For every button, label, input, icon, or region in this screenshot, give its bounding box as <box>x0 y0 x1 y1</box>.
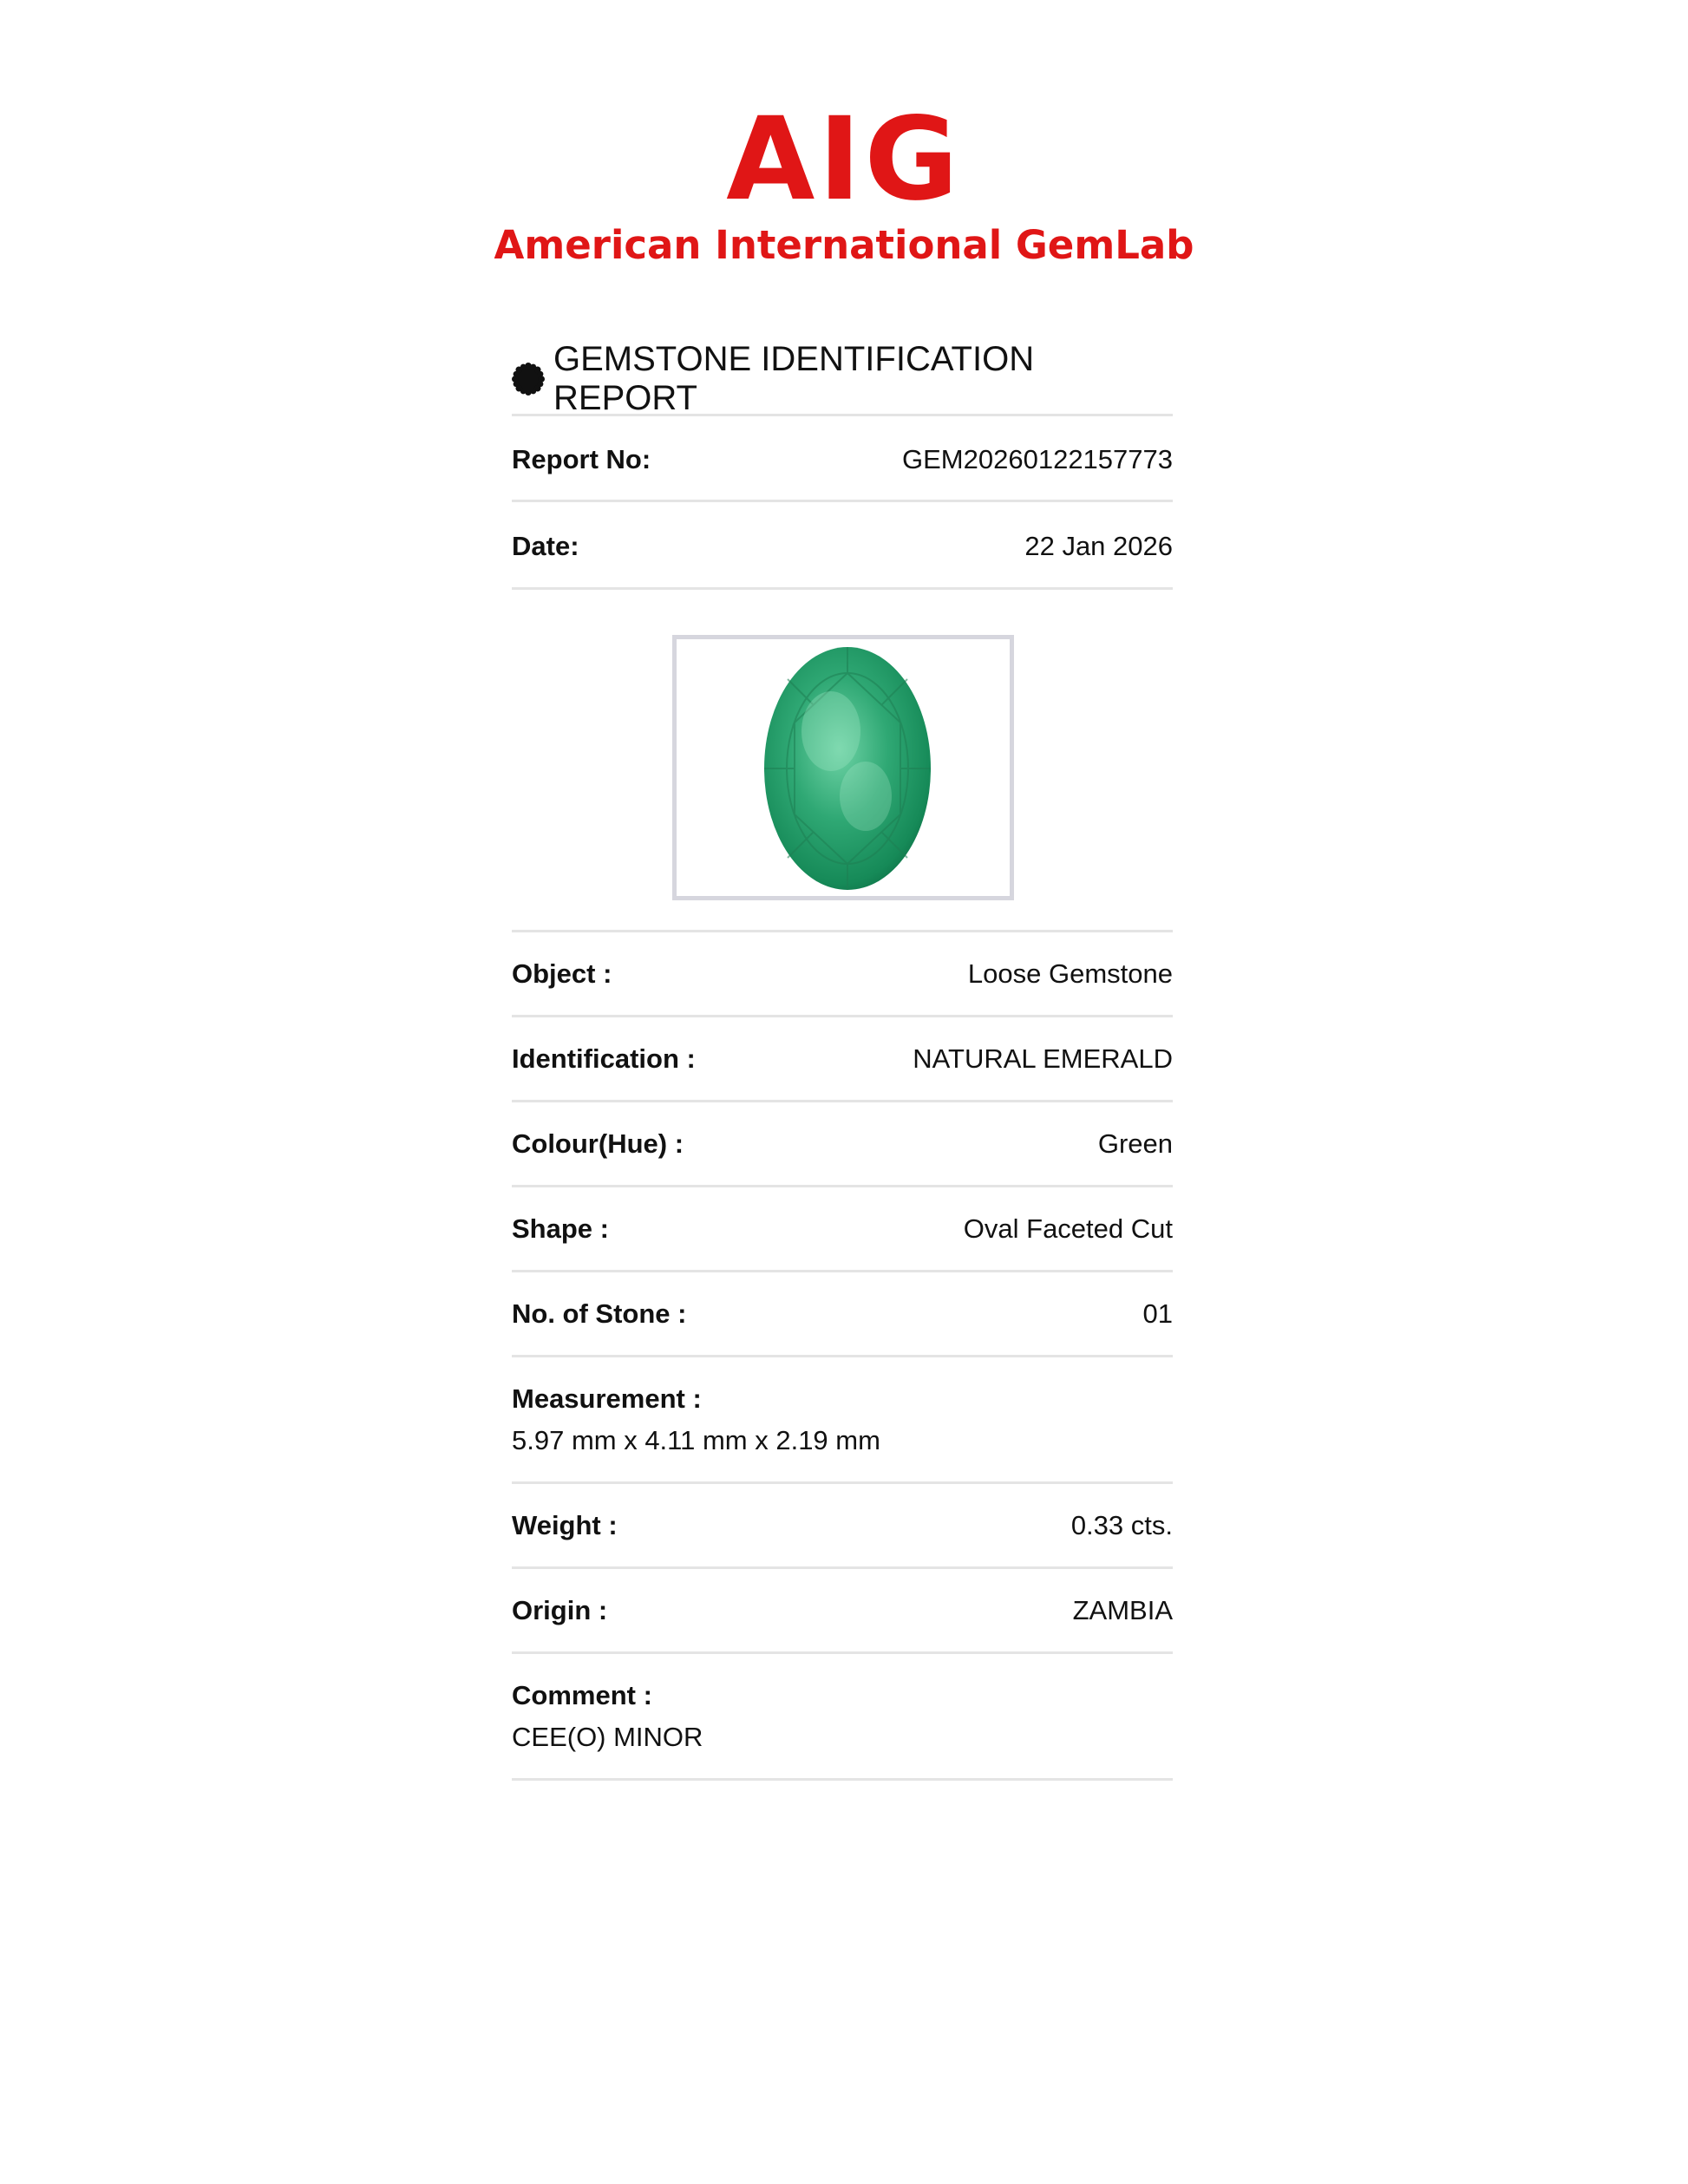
logo-mark: AIG <box>726 93 962 226</box>
object-label: Object : <box>512 958 612 989</box>
report-no-row <box>512 419 1173 502</box>
stone-count-row <box>512 1272 1173 1357</box>
shape-row <box>512 1187 1173 1272</box>
report-title <box>512 339 1173 417</box>
date-row <box>512 505 1173 590</box>
origin-row <box>512 1569 1173 1654</box>
report-no-value: GEM20260122157773 <box>902 443 1173 474</box>
measurement-row <box>512 1357 1173 1484</box>
identification-value: NATURAL EMERALD <box>913 1043 1173 1074</box>
identification-row <box>512 1017 1173 1102</box>
gemstone-photo-section <box>512 590 1173 932</box>
origin-value: ZAMBIA <box>1072 1594 1173 1625</box>
shape-value: Oval Faceted Cut <box>963 1213 1173 1244</box>
date-label: Date: <box>512 530 579 561</box>
date-value: 22 Jan 2026 <box>1024 530 1173 561</box>
stone-count-value: 01 <box>1142 1298 1173 1329</box>
seal-badge-icon <box>512 363 545 396</box>
colour-row <box>512 1102 1173 1187</box>
comment-row <box>512 1654 1173 1781</box>
measurement-value: 5.97 mm x 4.11 mm x 2.19 mm <box>512 1424 880 1455</box>
weight-label: Weight : <box>512 1509 618 1540</box>
weight-value: 0.33 cts. <box>1070 1509 1173 1540</box>
object-value: Loose Gemstone <box>967 958 1173 989</box>
gemstone-photo-frame <box>672 635 1014 900</box>
emerald-gemstone-image <box>762 644 933 893</box>
logo <box>0 93 1688 268</box>
report-no-label: Report No: <box>512 443 651 474</box>
comment-value: CEE(O) MINOR <box>512 1721 703 1752</box>
measurement-label: Measurement : <box>512 1383 702 1414</box>
report-title-text: GEMSTONE IDENTIFICATION REPORT <box>553 339 1035 417</box>
stone-count-label: No. of Stone : <box>512 1298 687 1329</box>
shape-label: Shape : <box>512 1213 609 1244</box>
identification-label: Identification : <box>512 1043 696 1074</box>
object-row <box>512 932 1173 1017</box>
weight-row <box>512 1484 1173 1569</box>
origin-label: Origin : <box>512 1594 608 1625</box>
comment-label: Comment : <box>512 1679 652 1710</box>
colour-value: Green <box>1097 1128 1173 1159</box>
logo-subtitle: American International GemLab <box>494 222 1194 268</box>
colour-label: Colour(Hue) : <box>512 1128 684 1159</box>
